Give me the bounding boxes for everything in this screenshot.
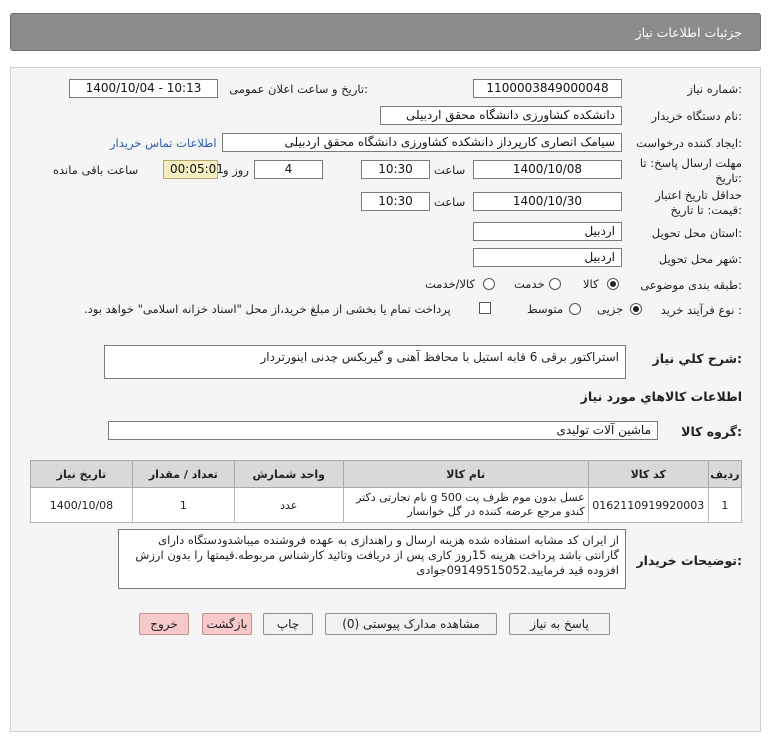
category-label: طبقه بندی موضوعی: <box>640 278 742 292</box>
exit-button[interactable]: خروج <box>139 613 189 635</box>
city-field: اردبیل <box>473 248 622 267</box>
deadline-time-label: ساعت <box>434 163 466 177</box>
province-label: استان محل تحویل: <box>651 226 742 240</box>
print-button[interactable]: چاپ <box>263 613 313 635</box>
cell-date: 1400/10/08 <box>31 488 133 523</box>
back-button[interactable]: بازگشت <box>202 613 252 635</box>
cell-qty: 1 <box>132 488 234 523</box>
goods-table-header <box>31 461 742 488</box>
process-medium-label: متوسط <box>527 302 564 316</box>
validity-date-field: 1400/10/30 <box>473 192 622 211</box>
col-name: نام کالا <box>343 461 588 488</box>
province-field: اردبیل <box>473 222 622 241</box>
goods-section-title: اطلاعات کالاهاي مورد نياز <box>580 389 742 404</box>
category-service-radio[interactable] <box>549 278 561 290</box>
requester-label: ایجاد کننده درخواست: <box>636 136 742 150</box>
category-service-label: خدمت <box>514 277 545 291</box>
remaining-time-field: 00:05:01 <box>163 160 218 179</box>
page-title: جزئیات اطلاعات نیاز <box>635 25 742 40</box>
announce-datetime-field: 1400/10/04 - 10:13 <box>69 79 218 98</box>
reply-button[interactable]: پاسخ به نیاز <box>509 613 610 635</box>
category-goods-service-radio[interactable] <box>483 278 495 290</box>
page-header <box>10 13 761 51</box>
validity-time-label: ساعت <box>434 195 466 209</box>
summary-label: شرح کلي نياز: <box>652 351 742 366</box>
need-number-label: شماره نیاز: <box>687 82 742 96</box>
buyer-notes-field: از ایران کد مشابه استفاده شده هزینه ارسال و راهندازی به عهده فروشنده میباشدودستگاه دارای گارانتی باشد پرداخت هزینه 15روز کاری پس از دریافت وتائید کارشناس مربوطه.قیمتها را بدون ارزش افزوده قید فرمایید.09149515052جوادی <box>118 529 626 589</box>
buyer-notes-label: توضیحات خریدار: <box>636 553 742 568</box>
goods-table <box>30 460 742 523</box>
deadline-date-field: 1400/10/08 <box>473 160 622 179</box>
col-date: تاریخ نیاز <box>31 461 133 488</box>
col-index: ردیف <box>708 461 741 488</box>
process-minor-radio[interactable] <box>630 303 642 315</box>
process-medium-radio[interactable] <box>569 303 581 315</box>
category-goods-service-label: کالا/خدمت <box>425 277 476 291</box>
days-label: روز و <box>223 163 249 177</box>
goods-group-label: گروه کالا: <box>681 424 742 439</box>
validity-time-field: 10:30 <box>361 192 430 211</box>
cell-index: 1 <box>708 488 741 523</box>
need-number-field: 1100003849000048 <box>473 79 622 98</box>
deadline-label-date: تاریخ: <box>715 171 742 185</box>
treasury-payment-checkbox[interactable] <box>479 302 491 314</box>
requester-field: سیامک انصاری کارپرداز دانشکده کشاورزی دانشگاه محقق اردبیلی <box>222 133 622 152</box>
deadline-time-field: 10:30 <box>361 160 430 179</box>
cell-code: 0162110919920003 <box>588 488 708 523</box>
col-qty: تعداد / مقدار <box>132 461 234 488</box>
treasury-payment-label: پرداخت تمام یا بخشی از مبلغ خرید،از محل "اسناد خزانه اسلامی" خواهد بود. <box>84 302 451 316</box>
col-code: کد کالا <box>588 461 708 488</box>
cell-unit: عدد <box>234 488 343 523</box>
days-field: 4 <box>254 160 323 179</box>
col-unit: واحد شمارش <box>234 461 343 488</box>
city-label: شهر محل تحویل: <box>658 252 742 266</box>
validity-label: حداقل تاریخ اعتبار <box>655 188 742 202</box>
process-label: نوع فرآیند خرید : <box>660 303 742 317</box>
attachments-button[interactable]: مشاهده مدارک پیوستی (0) <box>325 613 497 635</box>
goods-group-field: ماشین آلات تولیدی <box>108 421 658 440</box>
remaining-label: ساعت باقی مانده <box>53 163 139 177</box>
buyer-org-label: نام دستگاه خریدار: <box>651 109 742 123</box>
buyer-contact-link[interactable]: اطلاعات تماس خریدار <box>110 136 217 150</box>
category-goods-radio[interactable] <box>607 278 619 290</box>
process-minor-label: جزیی <box>597 302 624 316</box>
deadline-label: مهلت ارسال پاسخ: تا <box>639 156 742 170</box>
table-row <box>31 488 742 523</box>
buyer-org-field: دانشکده کشاورزی دانشگاه محقق اردبیلی <box>380 106 622 125</box>
announce-label: تاریخ و ساعت اعلان عمومی: <box>229 82 368 96</box>
summary-field: استراکتور برقی 6 قابه استیل با محافظ آهنی و گیربکس چدنی اینورتردار <box>104 345 626 379</box>
validity-label-date: قیمت: تا تاریخ: <box>670 203 742 217</box>
category-goods-label: کالا <box>583 277 599 291</box>
cell-name: عسل بدون موم ظرف پت 500 g نام تجارتی دکتر کندو مرجع عرضه کننده در گل خوانسار <box>343 488 588 523</box>
